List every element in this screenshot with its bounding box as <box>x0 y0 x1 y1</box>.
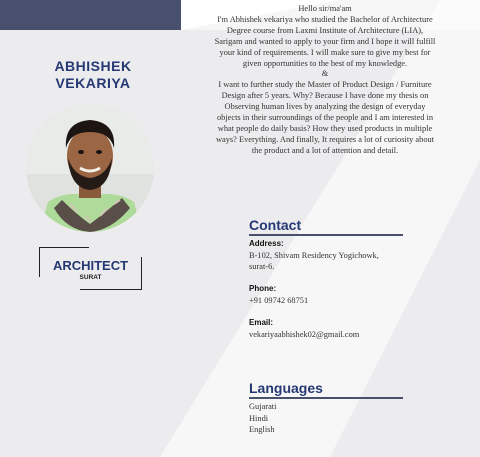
letter-line: Hello sir/ma'am <box>298 4 352 13</box>
language-item: Gujarati <box>249 402 277 411</box>
profile-photo <box>26 104 154 232</box>
last-name: VEKARIYA <box>55 75 131 91</box>
cover-letter <box>184 4 466 157</box>
letter-line: the product and a lot of attention and detail. <box>251 145 399 155</box>
language-item: Hindi <box>249 413 269 423</box>
contact-rule <box>249 234 403 236</box>
languages-heading: Languages <box>249 380 323 396</box>
letter-line: given opportunities to the best of my knowledge. <box>242 58 408 68</box>
letter-line: Sarigam and wanted to apply to your firm and I hope it will fulfill <box>214 36 436 46</box>
letter-line: objects in their surroundings of the people and I am interested in <box>216 113 434 123</box>
badge-frame-top <box>39 247 89 248</box>
letter-line: Design after 5 years. Why? Because I have done my thesis on <box>221 91 429 101</box>
letter-line: I want to further study the Master of Product Design / Furniture <box>218 80 432 90</box>
languages-rule <box>249 397 403 399</box>
phone-label: Phone: <box>249 284 277 293</box>
letter-line: I'm Abhishek vekariya who studied the Bachelor of Architecture <box>217 14 433 24</box>
letter-line: & <box>321 69 329 79</box>
letter-line: Observing human lives by analyzing the design of everyday <box>224 102 426 112</box>
role-city: SURAT <box>79 274 102 281</box>
header-bar <box>0 0 181 30</box>
letter-line: Degree course from Laxmi Institute of Architecture (LIA), <box>226 25 424 35</box>
letter-line: your kind of requirements. I will make sure to give my best for <box>219 47 431 57</box>
address-line-2: surat-6. <box>249 262 275 271</box>
letter-line: what people do daily basis? How they used products in multiple <box>217 123 433 133</box>
language-list <box>249 401 276 436</box>
person-photo-icon <box>26 104 154 232</box>
first-name: ABHISHEK <box>54 58 132 74</box>
letter-line: ways? Everything. And finally, It requires a lot of curiosity about <box>215 134 435 144</box>
candidate-name <box>20 58 166 92</box>
address-line-1: B-102, Shivam Residency Yogichowk, <box>249 251 379 260</box>
role-badge <box>39 247 142 290</box>
email-value[interactable]: vekariyaabhishek02@gmail.com <box>249 330 360 339</box>
language-item: English <box>249 425 275 434</box>
contact-heading: Contact <box>249 217 302 233</box>
role-title: ARCHITECT <box>52 258 129 273</box>
email-label: Email: <box>249 318 274 327</box>
badge-frame-bottom <box>80 289 142 290</box>
address-label: Address: <box>249 239 284 248</box>
phone-value[interactable]: +91 09742 68751 <box>249 296 309 305</box>
